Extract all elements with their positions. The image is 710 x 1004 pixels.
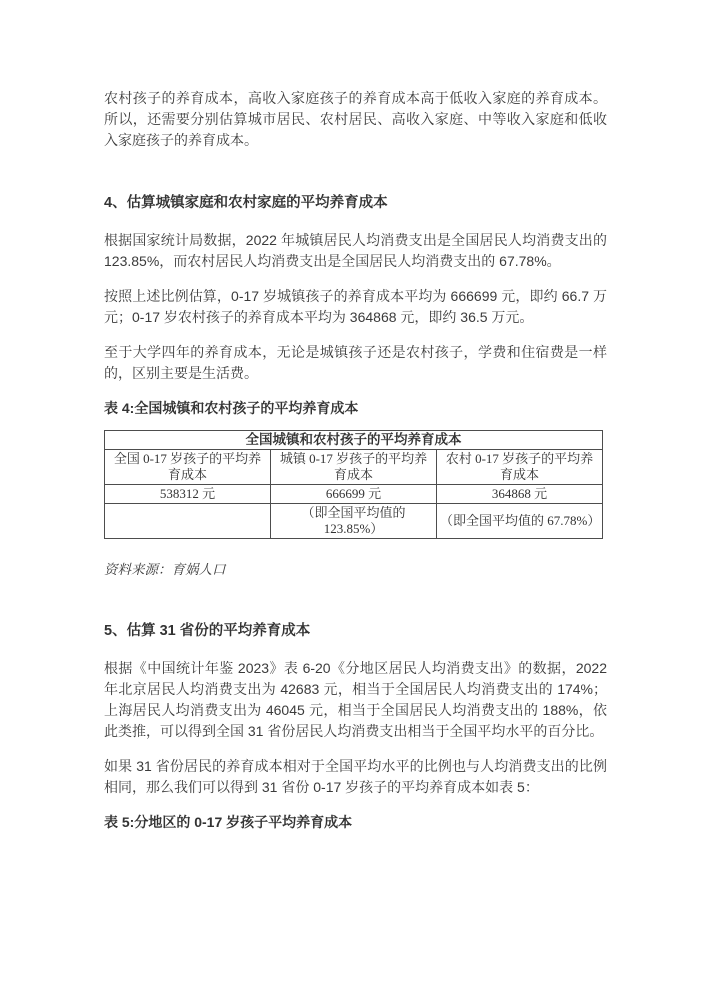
table-4-title-row xyxy=(105,431,603,450)
intro-paragraph: 农村孩子的养育成本，高收入家庭孩子的养育成本高于低收入家庭的养育成本。所以，还需要分别估算城市居民、农村居民、高收入家庭、中等收入家庭和低收入家庭孩子的养育成本。 xyxy=(104,90,607,148)
table-4-caption: 表 4:全国城镇和农村孩子的平均养育成本 xyxy=(104,400,359,416)
section-4-heading: 4、估算城镇家庭和农村家庭的平均养育成本 xyxy=(104,195,388,211)
table-4-col-header-urban: 城镇 0-17 岁孩子的平均养育成本 xyxy=(271,450,437,485)
section-5-para-1: 根据《中国统计年鉴 2023》表 6-20《分地区居民人均消费支出》的数据，2022 年北京居民人均消费支出为 42683 元，相当于全国居民人均消费支出的 174%；上海居民人均消费支出为 46045 元，相当于全国居民人均消费支出的 188%，依此类推，可以得到全国 31 省份居民人均消费支出相当于全国平均水平的百分比。 xyxy=(104,660,607,739)
table-4 xyxy=(104,430,603,539)
table-4-note-urban: （即全国平均值的 123.85%） xyxy=(271,504,437,539)
table-4-value-national: 538312 元 xyxy=(105,485,271,504)
section-5-para-2: 如果 31 省份居民的养育成本相对于全国平均水平的比例也与人均消费支出的比例相同，那么我们可以得到 31 省份 0-17 岁孩子的平均养育成本如表 5： xyxy=(104,758,607,795)
document-content xyxy=(104,88,607,844)
table-4-col-header-national: 全国 0-17 岁孩子的平均养育成本 xyxy=(105,450,271,485)
table-4-note-national xyxy=(105,504,271,539)
section-4-para-1: 根据国家统计局数据，2022 年城镇居民人均消费支出是全国居民人均消费支出的 123.85%，而农村居民人均消费支出是全国居民人均消费支出的 67.78%。 xyxy=(104,232,607,269)
table-4-value-row xyxy=(105,485,603,504)
table-4-note-row xyxy=(105,504,603,539)
table-4-header-row xyxy=(105,450,603,485)
table-4-note-rural: （即全国平均值的 67.78%） xyxy=(437,504,603,539)
table-4-title: 全国城镇和农村孩子的平均养育成本 xyxy=(105,431,603,450)
section-4-para-3: 至于大学四年的养育成本，无论是城镇孩子还是农村孩子，学费和住宿费是一样的，区别主要是生活费。 xyxy=(104,344,607,381)
section-4-para-2: 按照上述比例估算，0-17 岁城镇孩子的养育成本平均为 666699 元，即约 66.7 万元；0-17 岁农村孩子的养育成本平均为 364868 元，即约 36.5 万元。 xyxy=(104,288,607,325)
table-5-caption: 表 5:分地区的 0-17 岁孩子平均养育成本 xyxy=(104,814,353,830)
source-note: 资料来源：育娲人口 xyxy=(104,562,226,577)
table-4-value-urban: 666699 元 xyxy=(271,485,437,504)
table-4-col-header-rural: 农村 0-17 岁孩子的平均养育成本 xyxy=(437,450,603,485)
section-5-heading: 5、估算 31 省份的平均养育成本 xyxy=(104,623,311,639)
table-4-value-rural: 364868 元 xyxy=(437,485,603,504)
